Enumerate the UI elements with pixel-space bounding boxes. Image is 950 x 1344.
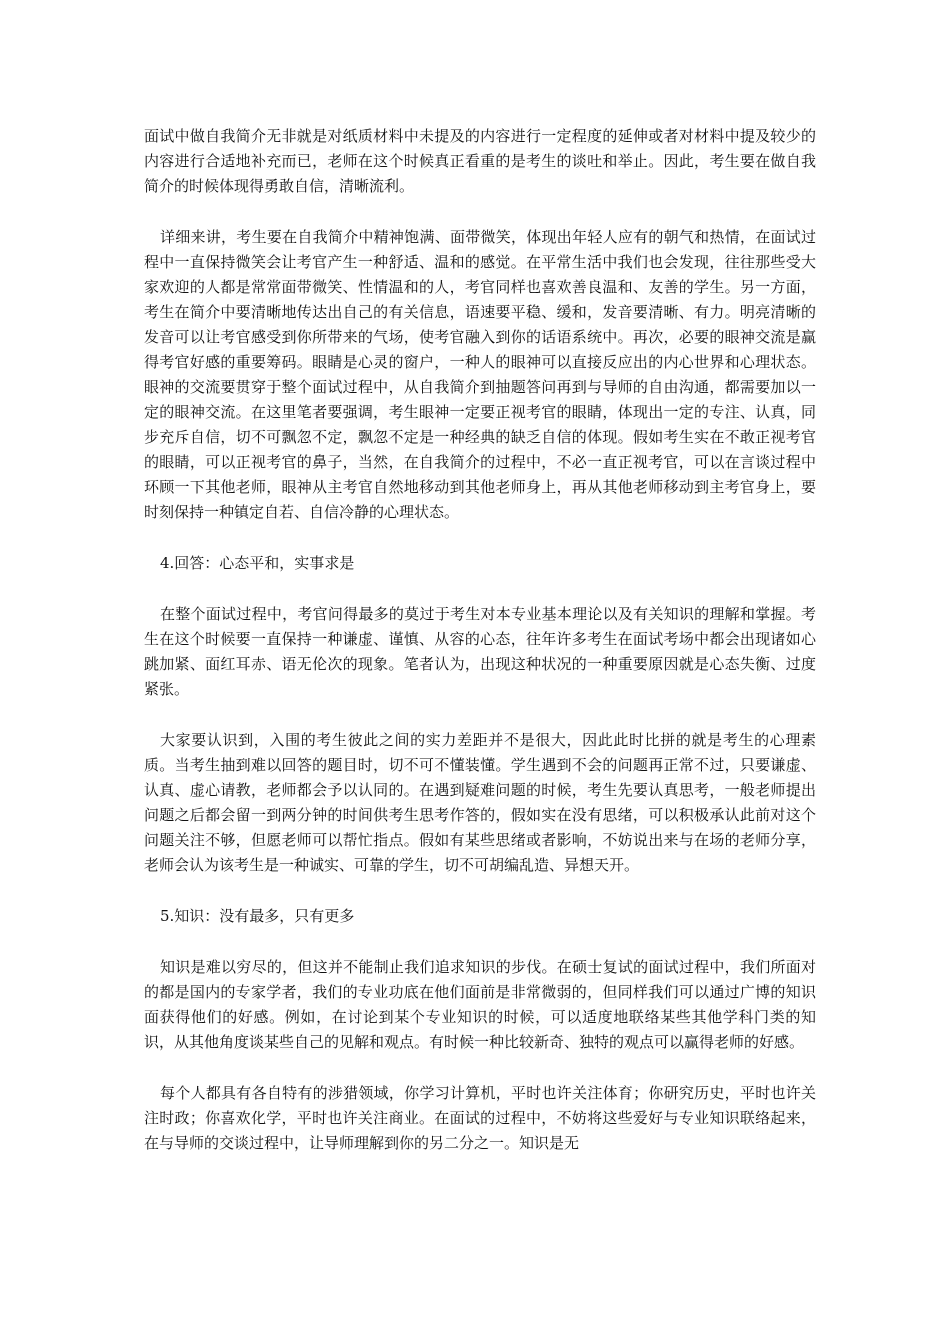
section-heading-answer: 4.回答：心态平和，实事求是 — [160, 554, 355, 572]
paragraph-knowledge-interests: 每个人都具有各自特有的涉猎领域，你学习计算机，平时也许关注体育；你研究历史，平时也许关注时政；你喜欢化学，平时也许关注商业。在面试的过程中，不妨将这些爱好与专业知识联络起来，在与导师的交谈过程中，让导师理解到你的另二分之一。知识是无 — [144, 1084, 816, 1152]
paragraph-answer-mindset: 在整个面试过程中，考官问得最多的莫过于考生对本专业基本理论以及有关知识的理解和掌握。考生在这个时候要一直保持一种谦虚、谨慎、从容的心态，往年许多考生在面试考场中都会出现诸如心跳加紧、面红耳赤、语无伦次的现象。笔者认为，出现这种状况的一种重要原因就是心态失衡、过度紧张。 — [144, 605, 816, 698]
paragraph-self-intro-details: 详细来讲，考生要在自我简介中精神饱满、面带微笑，体现出年轻人应有的朝气和热情，在面试过程中一直保持微笑会让考官产生一种舒适、温和的感觉。在平常生活中我们也会发现，往往那些受大家欢迎的人都是常常面带微笑、性情温和的人，考官同样也喜欢善良温和、友善的学生。另一方面，考生在简介中要清晰地传达出自己的有关信息，语速要平稳、缓和，发音要清晰、有力。明亮清晰的发音可以让考官感受到你所带来的气场，使考官融入到你的话语系统中。再次，必要的眼神交流是赢得考官好感的重要筹码。眼睛是心灵的窗户，一种人的眼神可以直接反应出的内心世界和心理状态。眼神的交流要贯穿于整个面试过程中，从自我简介到抽题答问再到与导师的自由沟通，都需要加以一定的眼神交流。在这里笔者要强调，考生眼神一定要正视考官的眼睛，体现出一定的专注、认真，同步充斥自信，切不可飘忽不定，飘忽不定是一种经典的缺乏自信的体现。假如考生实在不敢正视考官的眼睛，可以正视考官的鼻子，当然，在自我简介的过程中，不必一直正视考官，可以在言谈过程中环顾一下其他老师，眼神从主考官自然地移动到其他老师身上，再从其他老师移动到主考官身上，要时刻保持一种镇定自若、自信冷静的心理状态。 — [144, 228, 816, 521]
document-page — [144, 124, 816, 1182]
paragraph-intro: 面试中做自我简介无非就是对纸质材料中未提及的内容进行一定程度的延伸或者对材料中提及较少的内容进行合适地补充而已，老师在这个时候真正看重的是考生的谈吐和举止。因此，考生要在做自我简介的时候体现得勇敢自信，清晰流利。 — [144, 127, 816, 195]
section-heading-knowledge: 5.知识：没有最多，只有更多 — [160, 907, 355, 925]
paragraph-knowledge-breadth: 知识是难以穷尽的，但这并不能制止我们追求知识的步伐。在硕士复试的面试过程中，我们所面对的都是国内的专家学者，我们的专业功底在他们面前是非常微弱的，但同样我们可以通过广博的知识面获得他们的好感。例如，在讨论到某个专业知识的时候，可以适度地联络某些其他学科门类的知识，从其他角度谈某些自己的见解和观点。有时候一种比较新奇、独特的观点可以赢得老师的好感。 — [144, 958, 816, 1051]
paragraph-answer-difficult-questions: 大家要认识到，入围的考生彼此之间的实力差距并不是很大，因此此时比拼的就是考生的心理素质。当考生抽到难以回答的题目时，切不可不懂装懂。学生遇到不会的问题再正常不过，只要谦虚、认真、虚心请教，老师都会予以认同的。在遇到疑难问题的时候，考生先要认真思考，一般老师提出问题之后都会留一到两分钟的时间供考生思考作答的，假如实在没有思绪，可以积极承认此前对这个问题关注不够，但愿老师可以帮忙指点。假如有某些思绪或者影响，不妨说出来与在场的老师分享，老师会认为该考生是一种诚实、可靠的学生，切不可胡编乱造、异想天开。 — [144, 731, 816, 874]
